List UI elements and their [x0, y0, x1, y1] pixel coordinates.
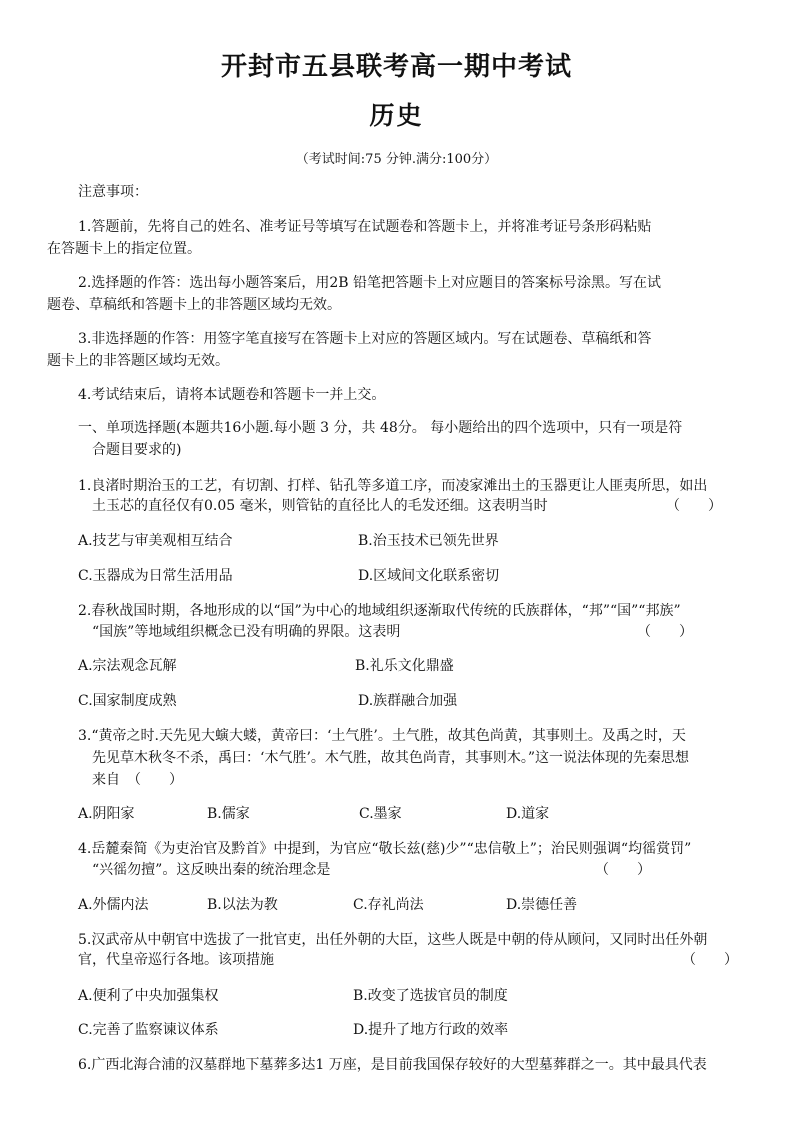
option-b: B.儒家 — [207, 806, 250, 822]
question-stem: 3.“黄帝之时.天先见大螾大蝼，黄帝曰：‘土气胜’。土气胜，故其色尚黄，其事则土。及禹之时，天 — [78, 728, 686, 744]
option-c: C.存礼尚法 — [353, 897, 424, 913]
option-d: D.区域间文化联系密切 — [358, 568, 500, 584]
notice-item-cont: 在答题卡上的指定位置。 — [47, 241, 201, 257]
option-b: B.改变了选拔官员的制度 — [353, 988, 508, 1004]
option-d: D.提升了地方行政的效率 — [353, 1022, 509, 1038]
option-a: A.便利了中央加强集权 — [78, 988, 219, 1004]
question-stem: 5.汉武帝从中朝官中选拔了一批官吏，出任外朝的大臣，这些人既是中朝的侍从顾问，又同时出任外朝 — [78, 932, 708, 948]
notice-item: 4.考试结束后，请将本试题卷和答题卡一并上交。 — [78, 387, 386, 403]
option-b: B.以法为教 — [207, 897, 278, 913]
question-stem-cont: “兴徭勿擅”。这反映出秦的统治理念是 — [92, 862, 331, 878]
option-d: D.崇德任善 — [506, 897, 578, 913]
option-c: C.完善了监察谏议体系 — [78, 1022, 219, 1038]
option-d: D.族群融合加强 — [358, 693, 458, 709]
option-c: C.玉器成为日常生活用品 — [78, 568, 233, 584]
notice-item: 3.非选择题的作答：用签字笔直接写在答题卡上对应的答题区域内。写在试题卷、草稿纸和答 — [78, 331, 652, 347]
option-b: B.治玉技术已领先世界 — [358, 533, 499, 549]
subject-title: 历史 — [369, 101, 424, 130]
question-stem-cont: 土玉芯的直径仅有0.05 毫米，则管钻的直径比人的毛发还细。这表明当时 — [92, 498, 548, 514]
option-a: A.技艺与审美观相互结合 — [78, 533, 233, 549]
exam-info: （考试时间:75 分钟.满分:100分） — [295, 152, 498, 167]
option-c: C.墨家 — [359, 806, 402, 822]
notice-item: 2.选择题的作答：选出每小题答案后，用2B 铅笔把答题卡上对应题目的答案标号涂黑。写在试 — [78, 275, 662, 291]
question-stem: 1.良渚时期治玉的工艺，有切割、打样、钻孔等多道工序，而凌家滩出土的玉器更让人匪夷所思，如出 — [78, 478, 708, 494]
question-stem: 2.春秋战国时期，各地形成的以“国”为中心的地域组织逐渐取代传统的氏族群体，“邦”“国”“邦族” — [78, 603, 681, 619]
option-b: B.礼乐文化鼎盛 — [355, 658, 454, 674]
exam-title: 开封市五县联考高一期中考试 — [220, 52, 572, 82]
answer-paren: （ ） — [682, 952, 738, 968]
question-stem-cont: 先见草木秋冬不杀，禹曰：‘木气胜’。木气胜，故其色尚青，其事则木。”这一说法体现的先秦思想 — [92, 750, 690, 766]
question-stem-cont: 来自 （ ） — [92, 772, 183, 788]
notice-item-cont: 题卷、草稿纸和答题卡上的非答题区域均无效。 — [47, 297, 341, 313]
option-a: A.外儒内法 — [78, 897, 149, 913]
question-stem: 6.广西北海合浦的汉墓群地下墓葬多达1 万座，是目前我国保存较好的大型墓葬群之一。其中最具代表 — [78, 1057, 707, 1073]
notice-item-cont: 题卡上的非答题区域均无效。 — [47, 353, 229, 369]
answer-paren: （ ） — [637, 624, 693, 640]
question-stem-cont: “国族”等地域组织概念已没有明确的界限。这表明 — [92, 624, 401, 640]
notice-item: 1.答题前，先将自己的姓名、准考证号等填写在试题卷和答题卡上，并将准考证号条形码粘贴 — [78, 219, 652, 235]
question-stem: 4.岳麓秦简《为吏治官及黔首》中提到，为官应“敬长兹(慈)少”“忠信敬上”；治民则强调“均徭赏罚” — [78, 841, 692, 857]
section-heading: 一、单项选择题(本题共16小题.每小题 3 分，共 48分。 每小题给出的四个选项中，只有一项是符 — [78, 420, 683, 436]
option-d: D.道家 — [506, 806, 550, 822]
notice-heading: 注意事项： — [78, 184, 148, 200]
answer-paren: （ ） — [666, 498, 722, 514]
option-c: C.国家制度成熟 — [78, 693, 177, 709]
option-a: A.阴阳家 — [78, 806, 135, 822]
option-a: A.宗法观念瓦解 — [78, 658, 177, 674]
question-stem-cont: 官，代皇帝巡行各地。该项措施 — [78, 952, 274, 968]
section-heading-cont: 合题目要求的) — [92, 442, 182, 458]
answer-paren: （ ） — [595, 862, 651, 878]
